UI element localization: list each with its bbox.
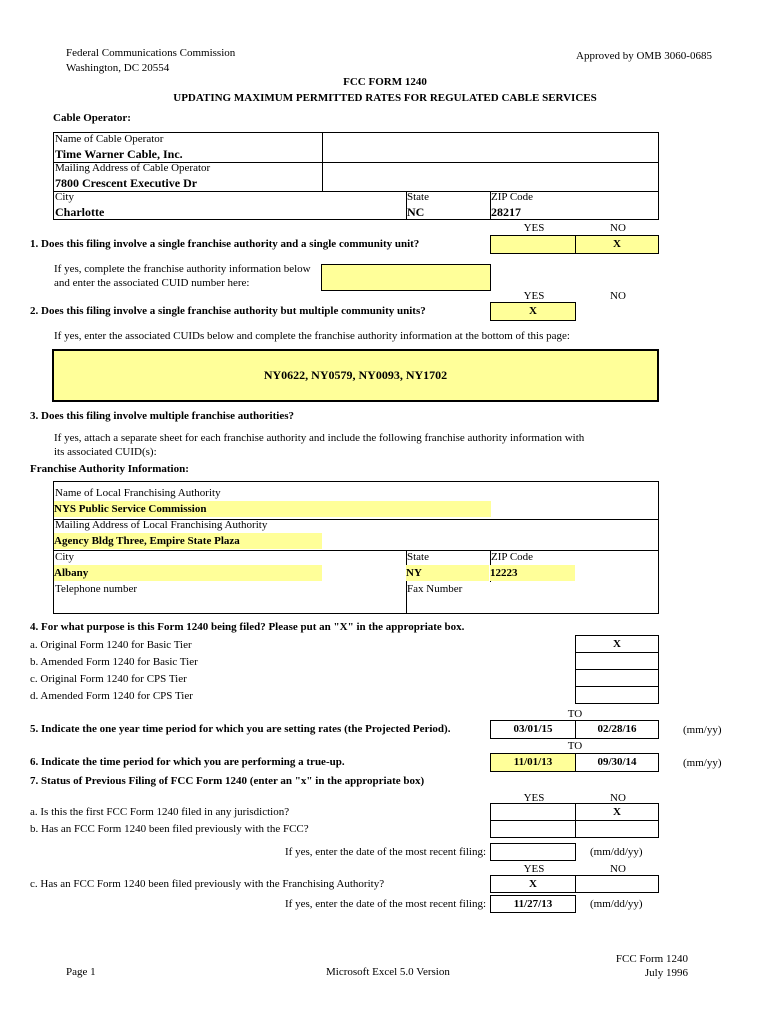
- q3-note-2: its associated CUID(s):: [54, 446, 157, 458]
- q2-yes-box[interactable]: X: [490, 302, 576, 321]
- q7a-question: a. Is this the first FCC Form 1240 filed in any jurisdiction?: [30, 806, 290, 818]
- q1-no-box[interactable]: X: [575, 235, 659, 254]
- q7a-no-box[interactable]: X: [575, 803, 659, 821]
- footer-form-date: July 1996: [644, 967, 688, 979]
- franchise-city-field[interactable]: Albany: [54, 565, 322, 581]
- franchise-zip-label: ZIP Code: [491, 551, 534, 563]
- q2-question: 2. Does this filing involve a single franchise authority but multiple community units?: [30, 305, 426, 317]
- franchise-state-field[interactable]: NY: [406, 565, 489, 581]
- q4-question: 4. For what purpose is this Form 1240 being filed? Please put an "X" in the appropriate box.: [30, 621, 465, 633]
- q7b-yes-box[interactable]: [490, 820, 576, 838]
- franchise-section-label: Franchise Authority Information:: [30, 463, 189, 475]
- q3-question: 3. Does this filing involve multiple franchise authorities?: [30, 410, 294, 422]
- q5-to-label: TO: [567, 708, 583, 720]
- operator-name-label: Name of Cable Operator: [55, 133, 164, 145]
- q6-format-hint: (mm/yy): [683, 757, 722, 769]
- q2-no-box[interactable]: [575, 302, 659, 321]
- q4-option-d-label: d. Amended Form 1240 for CPS Tier: [30, 690, 193, 702]
- operator-city-label: City: [55, 191, 74, 203]
- q4-option-a-label: a. Original Form 1240 for Basic Tier: [30, 639, 192, 651]
- franchise-zip-field[interactable]: 12223: [490, 565, 575, 581]
- q1-no-header: NO: [610, 222, 626, 234]
- footer-form-name: FCC Form 1240: [615, 953, 688, 965]
- q7c-no-box[interactable]: [575, 875, 659, 893]
- franchise-state-label: State: [407, 551, 429, 563]
- q7c-yes-box[interactable]: X: [490, 875, 576, 893]
- form-title: FCC FORM 1240: [343, 76, 427, 88]
- operator-zip-field[interactable]: 28217: [491, 205, 521, 219]
- q7-yes-header: YES: [523, 792, 545, 804]
- q6-question: 6. Indicate the time period for which you are performing a true-up.: [30, 756, 345, 768]
- q4-option-b-label: b. Amended Form 1240 for Basic Tier: [30, 656, 198, 668]
- q6-to-label: TO: [567, 740, 583, 752]
- q7b-date-input[interactable]: [490, 843, 576, 861]
- omb-approval: Approved by OMB 3060-0685: [576, 50, 712, 62]
- franchise-phone-label: Telephone number: [55, 583, 138, 595]
- q6-from-input[interactable]: 11/01/13: [490, 753, 576, 772]
- footer-version: Microsoft Excel 5.0 Version: [326, 966, 450, 978]
- operator-state-field[interactable]: NC: [407, 205, 425, 219]
- q5-to-input[interactable]: 02/28/16: [575, 720, 659, 739]
- agency-address: Washington, DC 20554: [66, 62, 170, 74]
- franchise-address-field[interactable]: Agency Bldg Three, Empire State Plaza: [54, 533, 322, 549]
- q2-yes-header: YES: [523, 290, 545, 302]
- q4-option-a-box[interactable]: X: [575, 635, 659, 653]
- q5-from-input[interactable]: 03/01/15: [490, 720, 576, 739]
- q2-cuids-input[interactable]: NY0622, NY0579, NY0093, NY1702: [52, 349, 659, 402]
- form-subtitle: UPDATING MAXIMUM PERMITTED RATES FOR REGULATED CABLE SERVICES: [173, 92, 597, 104]
- q7-question: 7. Status of Previous Filing of FCC Form 1240 (enter an "x" in the appropriate box): [30, 775, 425, 787]
- q2-note: If yes, enter the associated CUIDs below and complete the franchise authority information at the bottom of this page:: [54, 330, 570, 342]
- operator-zip-label: ZIP Code: [491, 191, 534, 203]
- q7c-question: c. Has an FCC Form 1240 been filed previously with the Franchising Authority?: [30, 878, 385, 890]
- operator-city-field[interactable]: Charlotte: [55, 205, 105, 219]
- q4-option-c-label: c. Original Form 1240 for CPS Tier: [30, 673, 187, 685]
- q4-option-c-box[interactable]: [575, 669, 659, 687]
- operator-address-field[interactable]: 7800 Crescent Executive Dr: [55, 176, 198, 190]
- q7b-date-label: If yes, enter the date of the most recent filing:: [285, 846, 486, 858]
- franchise-address-label: Mailing Address of Local Franchising Authority: [55, 519, 268, 531]
- q7c-date-label: If yes, enter the date of the most recent filing:: [285, 898, 486, 910]
- q1-question: 1. Does this filing involve a single franchise authority and a single community unit?: [30, 238, 420, 250]
- operator-state-label: State: [407, 191, 429, 203]
- operator-name-field[interactable]: Time Warner Cable, Inc.: [55, 147, 183, 161]
- q7b-date-format: (mm/dd/yy): [590, 846, 643, 858]
- q5-format-hint: (mm/yy): [683, 724, 722, 736]
- q7c-no-header: NO: [610, 863, 626, 875]
- q7b-question: b. Has an FCC Form 1240 been filed previously with the FCC?: [30, 823, 309, 835]
- q4-option-b-box[interactable]: [575, 652, 659, 670]
- q1-yes-header: YES: [523, 222, 545, 234]
- q7c-yes-header: YES: [523, 863, 545, 875]
- franchise-city-label: City: [55, 551, 74, 563]
- q7-no-header: NO: [610, 792, 626, 804]
- q7a-yes-box[interactable]: [490, 803, 576, 821]
- q7c-date-format: (mm/dd/yy): [590, 898, 643, 910]
- q1-cuid-input[interactable]: [321, 264, 491, 291]
- q1-yes-box[interactable]: [490, 235, 576, 254]
- q1-note-1: If yes, complete the franchise authority information below: [54, 263, 311, 275]
- cable-operator-section-label: Cable Operator:: [53, 112, 131, 124]
- q4-option-d-box[interactable]: [575, 686, 659, 704]
- footer-page-number: Page 1: [66, 966, 96, 978]
- q3-note-1: If yes, attach a separate sheet for each franchise authority and include the following franchise authority information with: [54, 432, 585, 444]
- operator-address-label: Mailing Address of Cable Operator: [55, 162, 211, 174]
- franchise-fax-label: Fax Number: [407, 583, 463, 595]
- q1-note-2: and enter the associated CUID number here:: [54, 277, 250, 289]
- franchise-name-field[interactable]: NYS Public Service Commission: [54, 501, 491, 517]
- franchise-name-label: Name of Local Franchising Authority: [55, 487, 221, 499]
- agency-name: Federal Communications Commission: [66, 47, 236, 59]
- q2-no-header: NO: [610, 290, 626, 302]
- q7b-no-box[interactable]: [575, 820, 659, 838]
- q5-question: 5. Indicate the one year time period for which you are setting rates (the Projected Period).: [30, 723, 451, 735]
- q7c-date-input[interactable]: 11/27/13: [490, 895, 576, 913]
- q6-to-input[interactable]: 09/30/14: [575, 753, 659, 772]
